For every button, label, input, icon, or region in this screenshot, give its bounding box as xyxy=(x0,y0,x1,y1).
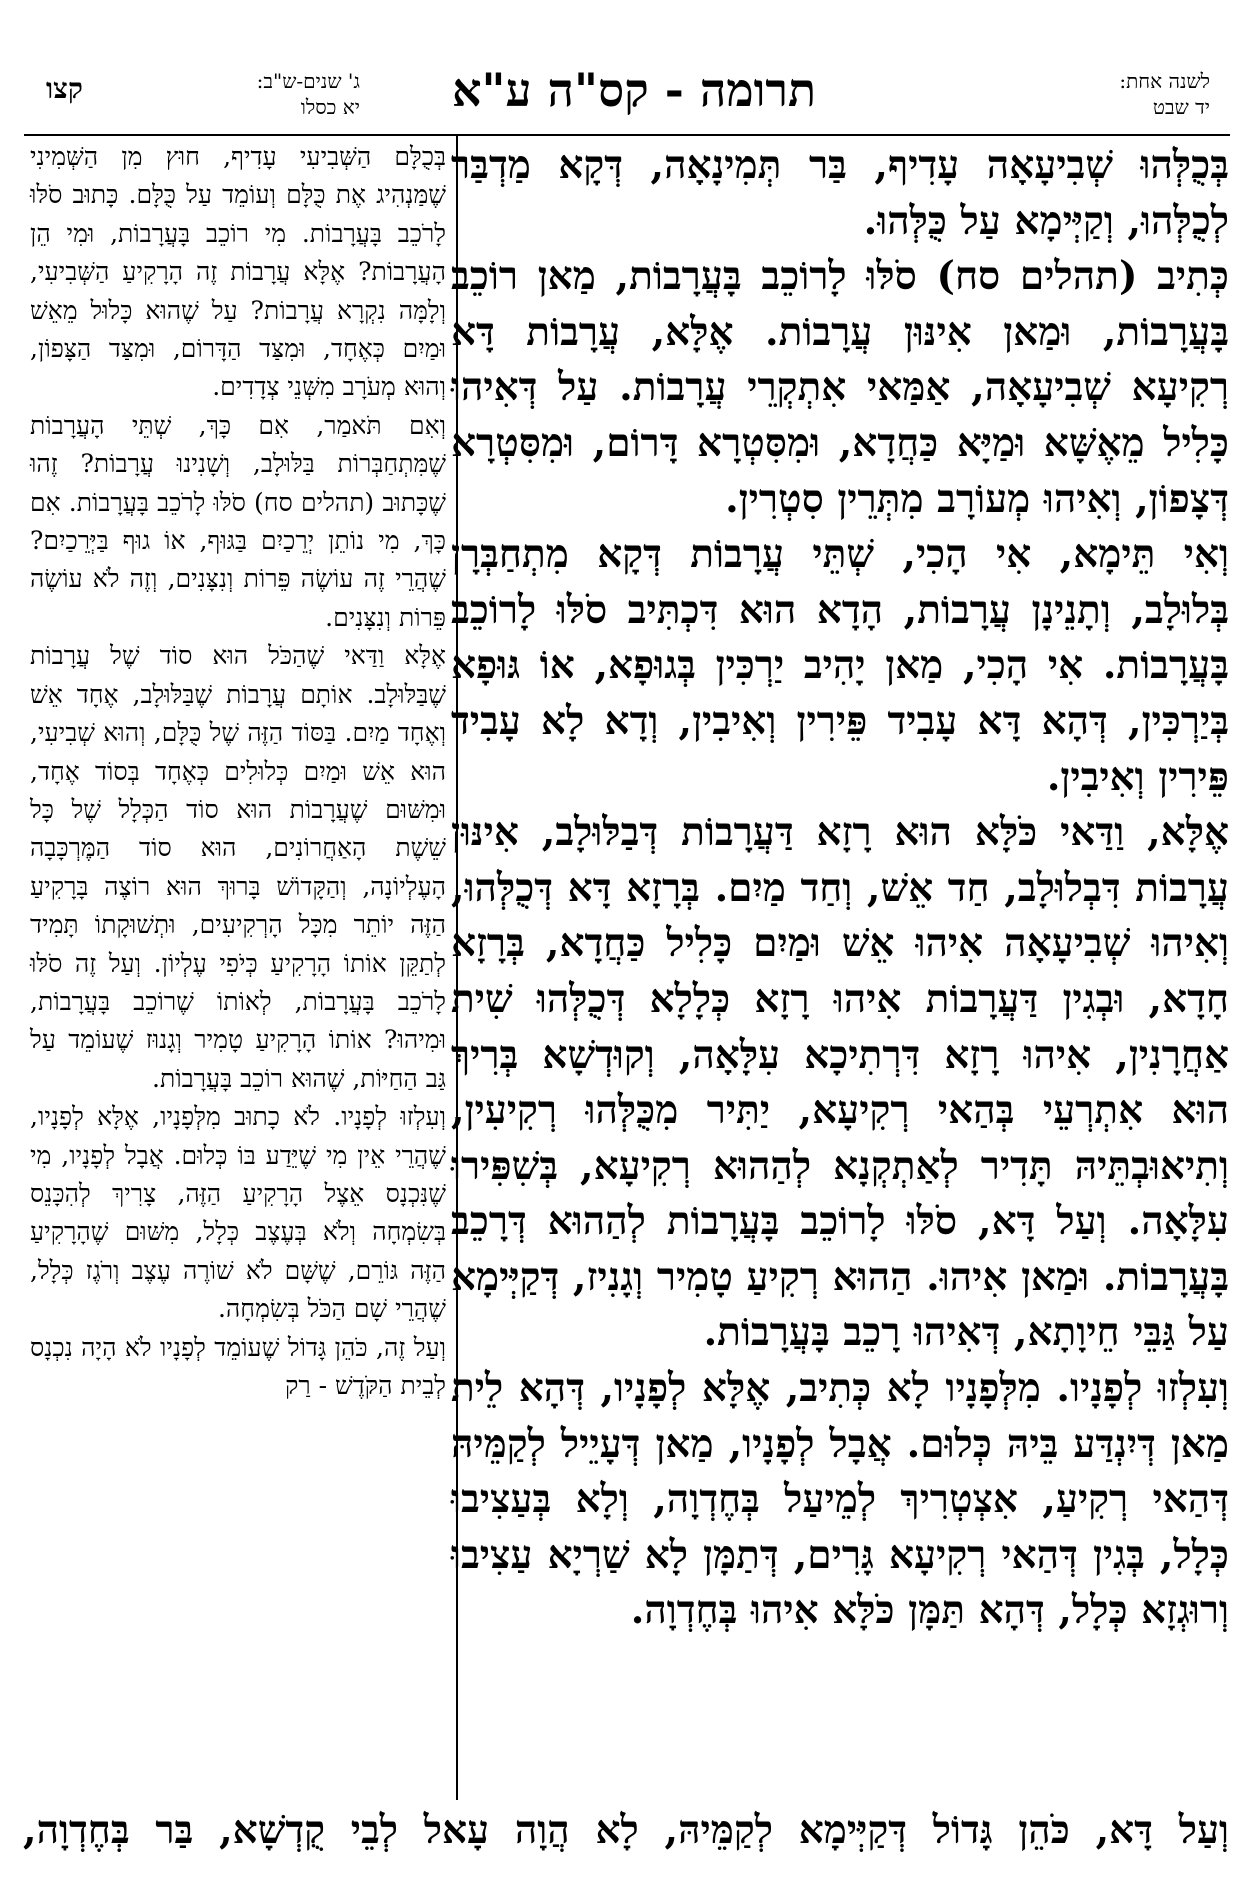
main-text-column xyxy=(451,138,1229,1639)
page-header xyxy=(24,60,1230,136)
main-paragraph: אֶלָּא, וַדַּאי כֹּלָּא הוּא רָזָא דַּעֲרָבוֹת דְּבַלּוּלָב, אִינּוּן עֲרָבוֹת דִּבְלוּלָב, חַד אֵשׁ, וְחַד מַיִם. בְּרָזָא דָּא דְּכֻלְּהוּ, וְאִיהוּ שְׁבִיעָאָה אִיהוּ אֵשׁ וּמַיִם כָּלִיל כַּחֲדָא, בְּרָזָא חָדָא, וּבְגִין דַּעֲרָבוֹת אִיהוּ רָזָא כְּלָלָא דְּכֻלְּהוּ שִׁית אַחֲרָנִין, אִיהוּ רָזָא דִּרְתִיכָא עִלָּאָה, וְקוּדְשָׁא בְּרִיךְ הוּא אִתְרְעֵי בְּהַאי רְקִיעָא, יַתִּיר מִכֻּלְּהוּ רְקִיעִין, וְתִיאוּבְתֵּיהּ תָּדִיר לְאַתְקְנָא לְהַהוּא רְקִיעָא, בְּשִׁפִּירוּ עִלָּאָה. וְעַל דָּא, סֹלּוּ לָרוֹכֵב בָּעֲרָבוֹת לְהַהוּא דְּרָכֵב בָּעֲרָבוֹת. וּמַאן אִיהוּ. הַהוּא רְקִיעַ טָמִיר וְגָנִיז, דְּקַיְּימָא עַל גַּבֵּי חֵיוָתָא, דְּאִיהוּ רָכֵב בָּעֲרָבוֹת. xyxy=(451,809,1229,1356)
schedule-one-year-date: יד שבט xyxy=(1152,95,1210,119)
study-schedule-three-years xyxy=(160,68,360,120)
study-schedule-one-year xyxy=(1010,68,1210,120)
main-paragraph: וְעִלְזוּ לְפָנָיו. מִלְּפָנָיו לָא כְּתִיב, אֶלָּא לְפָנָיו, דְּהָא לֵית מַאן דְּיִנְדַּע בֵּיהּ כְּלוּם. אֲבָל לְפָנָיו, מַאן דְּעָיֵיל לְקַמֵּיהּ דְּהַאי רְקִיעַ, אִצְטְרִיךְ לְמֵיעַל בְּחֶדְוָה, וְלָא בְּעַצִיבוּ כְּלָל, בְּגִין דְּהַאי רְקִיעָא גָּרִים, דְּתַמָּן לָא שַׁרְיָא עַצִיבוּ וְרוּגְזָא כְּלָל, דְּהָא תַּמָּן כֹּלָּא אִיהוּ בְּחֶדְוָה. xyxy=(451,1365,1229,1634)
page-number: קצו xyxy=(46,72,83,105)
main-text-continuation-line: וְעַל דָּא, כֹּהֵן גָּדוֹל דְּקַיְּימָא לְקַמֵּיהּ, לָא הֲוָה עָאל לְבֵי קֻדְשָׁא, בַּר בְּחֶדְוָה, xyxy=(23,1807,1229,1853)
schedule-one-year-label: לשנה אחת: xyxy=(1119,69,1210,93)
schedule-three-years-date: יא כסלו xyxy=(300,95,360,119)
translation-paragraph: אֶלָּא וַדַּאי שֶׁהַכֹּל הוּא סוֹד שֶׁל עֲרָבוֹת שֶׁבַּלּוּלָב. אוֹתָם עֲרָבוֹת שֶׁבַּלּוּלָב, אֶחָד אֵשׁ וְאֶחָד מַיִם. בַּסּוֹד הַזֶּה שֶׁל כֻּלָּם, וְהוּא שְׁבִיעִי, הוּא אֵשׁ וּמַיִם כְּלוּלִים כְּאֶחָד בְּסוֹד אֶחָד, וּמִשּׁוּם שֶׁעֲרָבוֹת הוּא סוֹד הַכְּלָל שֶׁל כָּל שֵׁשֶׁת הָאַחֲרוֹנִים, הוּא סוֹד הַמֶּרְכָּבָה הָעֶלְיוֹנָה, וְהַקָּדוֹשׁ בָּרוּךְ הוּא רוֹצֶה בָּרָקִיעַ הַזֶּה יוֹתֵר מִכָּל הָרְקִיעִים, וּתְשׁוּקָתוֹ תָּמִיד לְתַקֵּן אוֹתוֹ הָרָקִיעַ כְּיֹפִי עֶלְיוֹן. וְעַל זֶה סֹלּוּ לָרֹכֵב בָּעֲרָבוֹת, לְאוֹתוֹ שֶׁרוֹכֵב בָּעֲרָבוֹת, וּמִיהוּ? אוֹתוֹ הָרָקִיעַ טָמִיר וְגָנוּז שֶׁעוֹמֵד עַל גַּב הַחַיּוֹת, שֶׁהוּא רוֹכֵב בָּעֲרָבוֹת. xyxy=(30,641,446,1093)
column-divider xyxy=(456,136,458,1800)
header-divider xyxy=(24,134,1230,136)
translation-column xyxy=(30,138,446,1405)
translation-paragraph: וְאִם תֹּאמַר, אִם כָּךְ, שְׁתֵּי הָעֲרָבוֹת שֶׁמִּתְחַבְּרוֹת בַּלּוּלָב, וְשָׁנִינוּ עֲרָבוֹת? זֶהוּ שֶׁכָּתוּב (תהלים סח) סֹלּוּ לָרֹכֵב בָּעֲרָבוֹת. אִם כָּךְ, מִי נוֹתֵן יְרֵכַיִם בַּגּוּף, אוֹ גוּף בַּיְּרֵכַיִם? שֶׁהֲרֵי זֶה עוֹשֶׂה פֵּרוֹת וְנִצָּנִים, וְזֶה לֹא עוֹשֶׂה פֵּרוֹת וְנִצָּנִים. xyxy=(30,410,446,632)
translation-paragraph: וְעִלְזוּ לְפָנָיו. לֹא כָתוּב מִלְּפָנָיו, אֶלָּא לְפָנָיו, שֶׁהֲרֵי אֵין מִי שֶׁיֵּדַע בּוֹ כְּלוּם. אֲבָל לְפָנָיו, מִי שֶׁנִּכְנָס אֵצֶל הָרָקִיעַ הַזֶּה, צָרִיךְ לְהִכָּנֵס בְּשִׂמְחָה וְלֹא בְּעֶצֶב כְּלָל, מִשּׁוּם שֶׁהָרָקִיעַ הַזֶּה גּוֹרֵם, שֶׁשָּׁם לֹא שׁוֹרֶה עֶצֶב וְרֹגֶז כְּלָל, שֶׁהֲרֵי שָׁם הַכֹּל בְּשִׂמְחָה. xyxy=(30,1102,446,1324)
main-paragraph: כְּתִיב (תהלים סח) סֹלּוּ לָרוֹכֵב בָּעֲרָבוֹת, מַאן רוֹכֵב בָּעֲרָבוֹת, וּמַאן אִינּוּן עֲרָבוֹת. אֶלָּא, עֲרָבוֹת דָּא רְקִיעָא שְׁבִיעָאָה, אַמַּאי אִתְקְרֵי עֲרָבוֹת. עַל דְּאִיהוּ כָּלִיל מֵאֶשָּׁא וּמַיָּא כַּחֲדָא, וּמִסִּטְרָא דָּרוֹם, וּמִסִּטְרָא דְּצָפוֹן, וְאִיהוּ מְעוֹרָב מִתְּרֵין סִטְרִין. xyxy=(451,253,1229,522)
main-paragraph: וְאִי תֵּימָא, אִי הָכִי, שְׁתֵּי עֲרָבוֹת דְּקָא מִתְחַבְּרָן בְּלוּלָב, וְתָנֵינָן עֲרָבוֹת, הָדָא הוּא דִּכְתִּיב סֹלּוּ לָרוֹכֵב בָּעֲרָבוֹת. אִי הָכִי, מַאן יָהִיב יַרְכִּין בְּגוּפָא, אוֹ גּוּפָא בְּיַרְכִּין, דְּהָא דָּא עָבִיד פֵּירִין וְאִיבִין, וְדָא לָא עָבִיד פֵּירִין וְאִיבִין. xyxy=(451,531,1229,800)
schedule-three-years-label: ג' שנים-ש"ב: xyxy=(256,69,360,93)
translation-paragraph: בְּכֻלָּם הַשְּׁבִיעִי עָדִיף, חוּץ מִן הַשְּׁמִינִי שֶׁמַּנְהִיג אֶת כֻּלָּם וְעוֹמֵד עַל כֻּלָּם. כָּתוּב סֹלּוּ לָרֹכֵב בָּעֲרָבוֹת. מִי רוֹכֵב בָּעֲרָבוֹת, וּמִי הֵן הָעֲרָבוֹת? אֶלָּא עֲרָבוֹת זֶה הָרָקִיעַ הַשְּׁבִיעִי, וְלָמָּה נִקְרָא עֲרָבוֹת? עַל שֶׁהוּא כָּלוּל מֵאֵשׁ וּמַיִם כְּאֶחָד, וּמִצַּד הַדָּרוֹם, וּמִצַּד הַצָּפוֹן, וְהוּא מְעֹרָב מִשְּׁנֵי צְדָדִים. xyxy=(30,142,446,402)
main-paragraph: בְּכֻלְּהוּ שְׁבִיעָאָה עָדִיף, בַּר תְּמִינָאָה, דְּקָא מַדְבַּר לְכֻלְּהוּ, וְקַיְּימָא עַל כֻּלְּהוּ. xyxy=(451,142,1229,244)
page-title: תרומה - קס"ה ע"א xyxy=(451,63,817,117)
translation-paragraph: וְעַל זֶה, כֹּהֵן גָּדוֹל שֶׁעוֹמֵד לְפָנָיו לֹא הָיָה נִכְנָס לְבֵית הַקֹּדֶשׁ - רַק xyxy=(30,1332,446,1400)
